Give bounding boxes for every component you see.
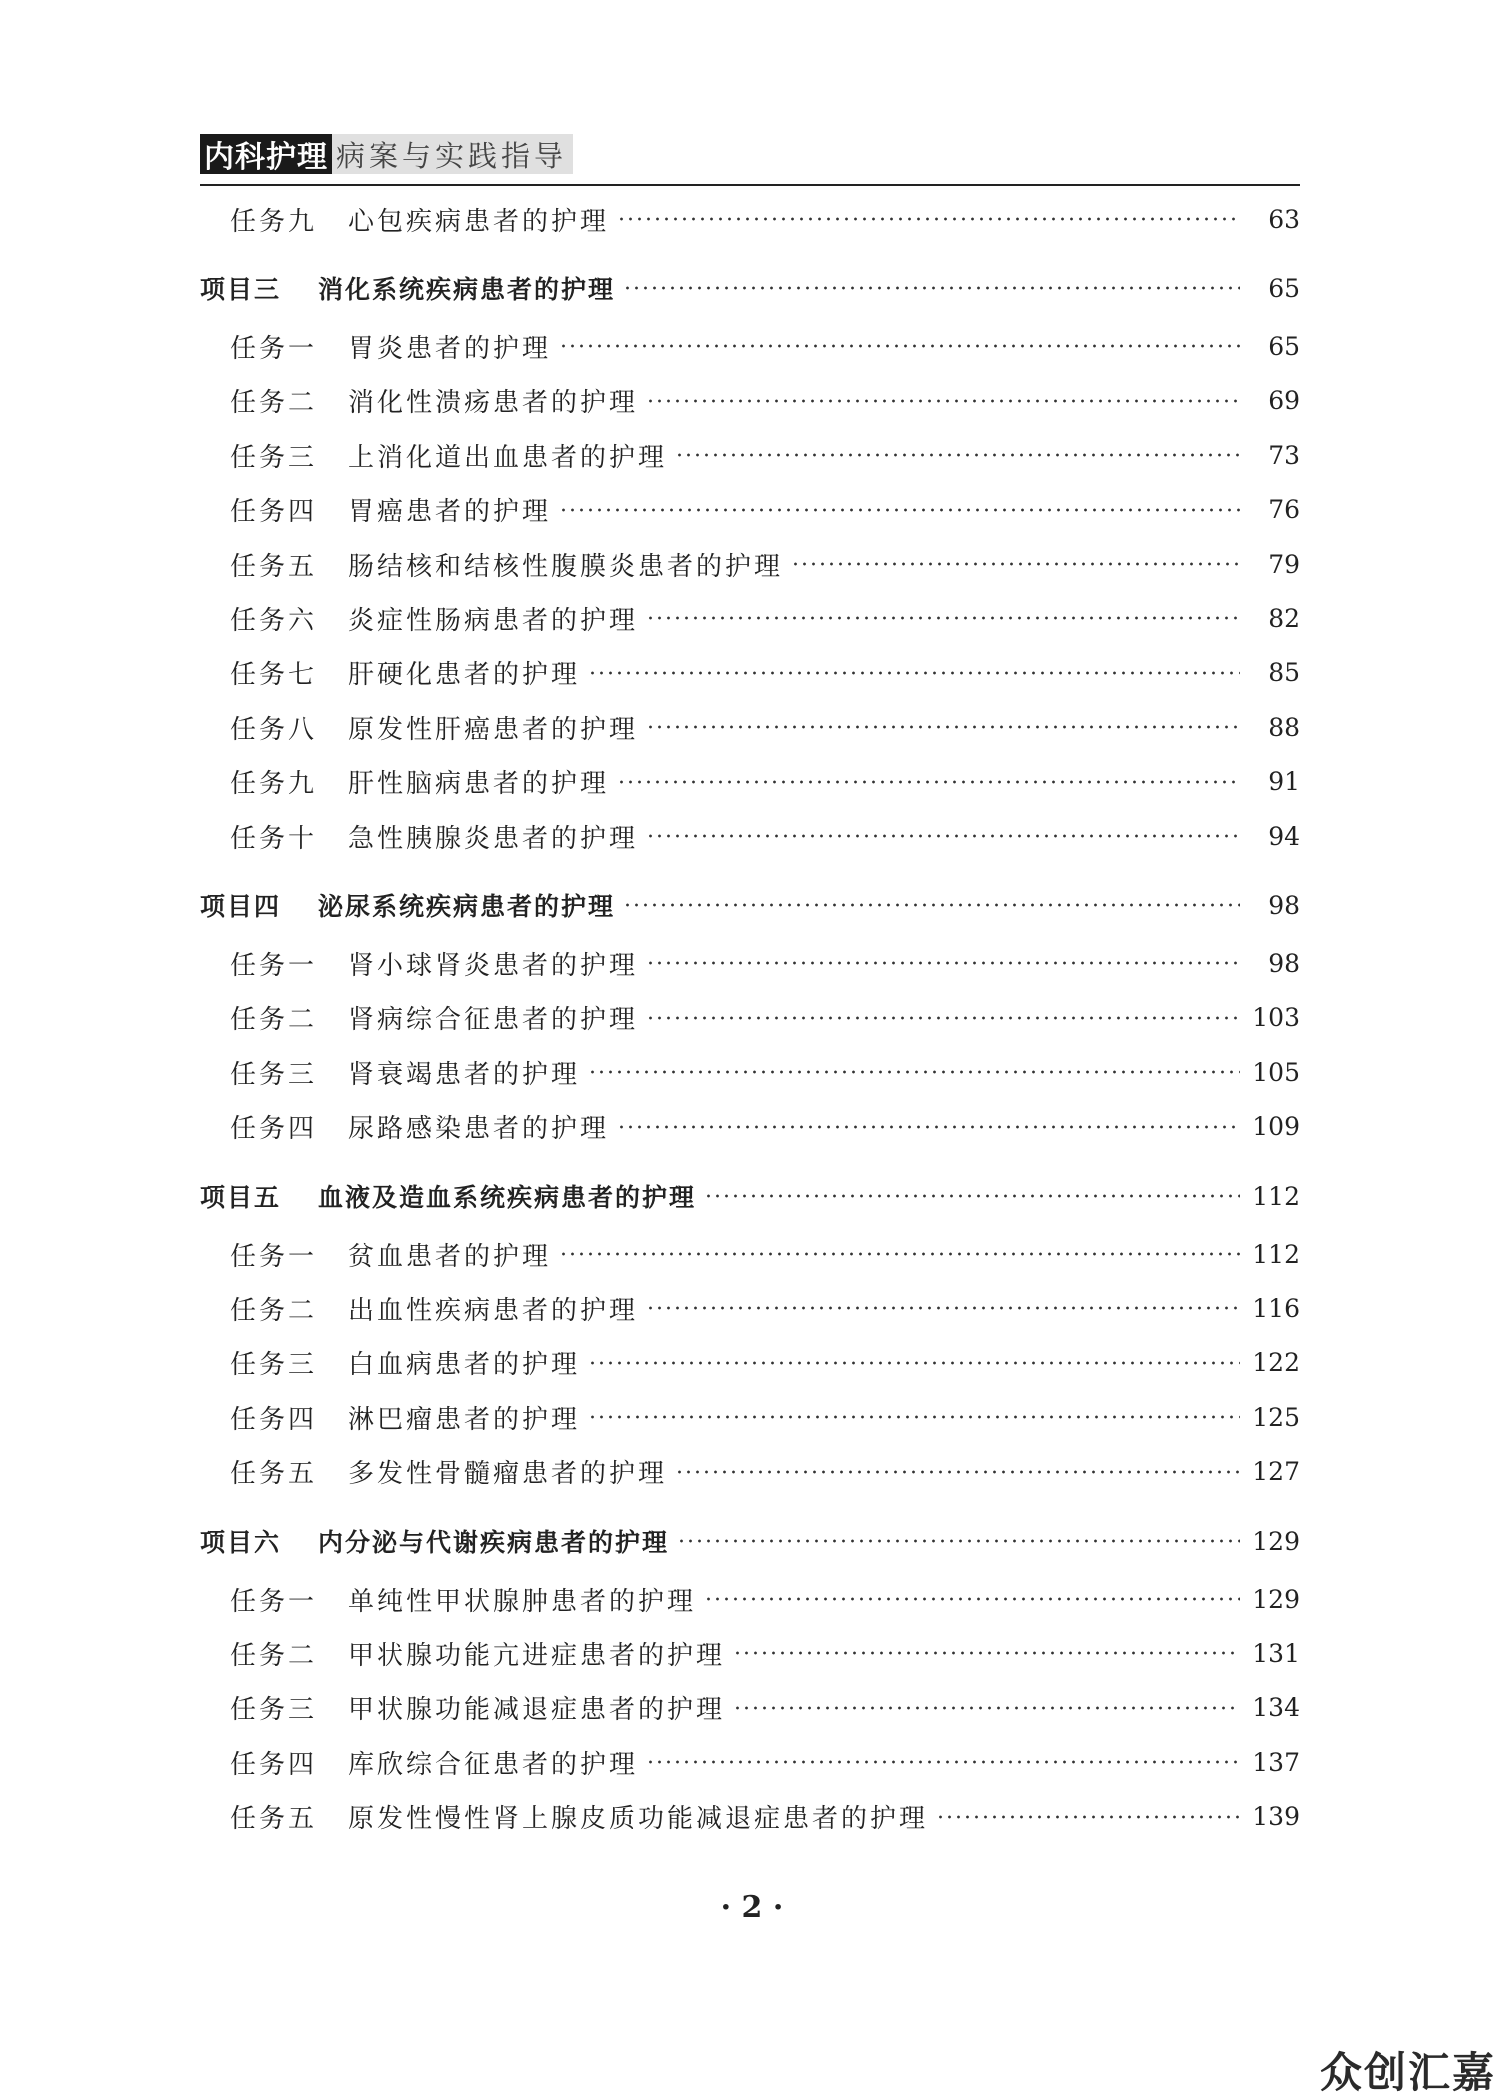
toc-entry-number: 任务四 [230, 497, 318, 528]
toc-task-entry[interactable] [200, 1049, 1300, 1095]
toc-entry-number: 任务三 [230, 1695, 318, 1726]
toc-entry-title: 贫血患者的护理 [348, 1241, 552, 1272]
toc-entry-title: 胃癌患者的护理 [348, 497, 552, 528]
toc-entry-number: 任务三 [230, 442, 318, 473]
toc-entry-number: 任务四 [230, 1114, 318, 1145]
toc-entry-number: 任务七 [230, 660, 318, 691]
toc-leader-dots [588, 1361, 1240, 1365]
toc-entry-number: 任务三 [230, 1059, 318, 1090]
toc-entry-page: 129 [1252, 1584, 1300, 1614]
toc-entry-page: 125 [1252, 1402, 1300, 1432]
toc-entry-title: 多发性骨髓瘤患者的护理 [348, 1459, 668, 1490]
toc-task-entry[interactable] [200, 196, 1300, 242]
header-book-title: 内科护理 [200, 134, 332, 174]
toc-entry-label [200, 654, 580, 691]
toc-task-entry[interactable] [200, 1739, 1300, 1785]
toc-task-entry[interactable] [200, 759, 1300, 805]
toc-entry-label [200, 1290, 638, 1327]
toc-entry-label [200, 1798, 928, 1835]
toc-entry-page: 98 [1268, 948, 1300, 978]
toc-entry-title: 甲状腺功能减退症患者的护理 [348, 1695, 726, 1726]
toc-task-entry[interactable] [200, 432, 1300, 478]
toc-entry-title: 库欣综合征患者的护理 [348, 1749, 639, 1780]
toc-entry-page: 69 [1268, 386, 1300, 416]
toc-entry-label [200, 709, 638, 746]
toc-task-entry[interactable] [200, 378, 1300, 424]
toc-task-entry[interactable] [200, 1576, 1300, 1622]
toc-leader-dots [559, 344, 1240, 348]
toc-entry-label [200, 818, 638, 855]
toc-entry-label [200, 1523, 669, 1559]
toc-entry-title: 肠结核和结核性腹膜炎患者的护理 [348, 551, 784, 582]
toc-entry-number: 任务二 [230, 388, 318, 419]
toc-task-entry[interactable] [200, 813, 1300, 859]
toc-entry-number: 项目六 [200, 1528, 282, 1557]
toc-entry-number: 任务四 [230, 1749, 318, 1780]
watermark-logo: 众创汇嘉 [1319, 2048, 1496, 2097]
toc-leader-dots [617, 217, 1240, 221]
toc-entry-page: 65 [1268, 273, 1300, 303]
toc-entry-title: 心包疾病患者的护理 [348, 206, 610, 237]
header-rule [200, 184, 1300, 186]
toc-task-entry[interactable] [200, 704, 1300, 750]
toc-entry-number: 任务一 [230, 1586, 318, 1617]
toc-entry-page: 112 [1252, 1181, 1300, 1211]
toc-entry-title: 血液及造血系统疾病患者的护理 [318, 1183, 697, 1212]
toc-entry-label [200, 887, 615, 923]
toc-leader-dots [646, 1306, 1240, 1310]
toc-entry-label [200, 201, 609, 238]
toc-entry-title: 肝性脑病患者的护理 [348, 769, 610, 800]
toc-entry-label [200, 382, 638, 419]
toc-entry-number: 任务五 [230, 1804, 318, 1835]
toc-entry-title: 消化性溃疡患者的护理 [348, 388, 639, 419]
toc-entry-page: 131 [1252, 1638, 1300, 1668]
toc-entry-label [200, 1744, 638, 1781]
toc-entry-number: 任务一 [230, 333, 318, 364]
toc-leader-dots [623, 903, 1240, 907]
toc-entry-number: 任务五 [230, 1459, 318, 1490]
toc-task-entry[interactable] [200, 1231, 1300, 1277]
toc-entry-label [200, 1689, 725, 1726]
toc-entry-label [200, 1236, 551, 1273]
toc-task-entry[interactable] [200, 940, 1300, 986]
toc-entry-label [200, 763, 609, 800]
toc-entry-title: 肾衰竭患者的护理 [348, 1059, 581, 1090]
toc-entry-title: 消化系统疾病患者的护理 [318, 275, 616, 305]
toc-leader-dots [588, 671, 1240, 675]
toc-entry-page: 139 [1252, 1802, 1300, 1832]
toc-project-entry[interactable] [200, 1173, 1300, 1219]
toc-task-entry[interactable] [200, 541, 1300, 587]
toc-entry-label [200, 1399, 580, 1436]
toc-entry-label [200, 600, 638, 637]
toc-entry-title: 甲状腺功能亢进症患者的护理 [348, 1640, 726, 1671]
toc-leader-dots [559, 508, 1240, 512]
toc-leader-dots [791, 562, 1240, 566]
toc-leader-dots [646, 1016, 1240, 1020]
toc-leader-dots [936, 1815, 1240, 1819]
toc-entry-label [200, 546, 783, 583]
toc-entry-page: 76 [1268, 495, 1300, 525]
toc-leader-dots [733, 1706, 1240, 1710]
toc-entry-page: 134 [1252, 1693, 1300, 1723]
toc-entry-number: 任务二 [230, 1005, 318, 1036]
toc-entry-number: 任务二 [230, 1640, 318, 1671]
toc-entry-number: 项目五 [200, 1183, 282, 1212]
toc-task-entry[interactable] [200, 323, 1300, 369]
toc-entry-page: 85 [1268, 658, 1300, 688]
toc-entry-page: 79 [1268, 549, 1300, 579]
toc-entry-title: 肾小球肾炎患者的护理 [348, 950, 639, 981]
toc-task-entry[interactable] [200, 1104, 1300, 1150]
toc-entry-label [200, 999, 638, 1036]
toc-leader-dots [646, 834, 1240, 838]
toc-leader-dots [617, 780, 1240, 784]
toc-entry-page: 63 [1268, 204, 1300, 234]
toc-entry-label [200, 1453, 667, 1490]
toc-entry-number: 任务三 [230, 1350, 318, 1381]
toc-leader-dots [704, 1194, 1240, 1198]
toc-entry-label [200, 328, 551, 365]
toc-task-entry[interactable] [200, 995, 1300, 1041]
toc-task-entry[interactable] [200, 1685, 1300, 1731]
toc-leader-dots [588, 1070, 1240, 1074]
toc-task-entry[interactable] [200, 595, 1300, 641]
toc-entry-page: 112 [1252, 1239, 1300, 1269]
toc-entry-page: 91 [1268, 767, 1300, 797]
toc-entry-page: 127 [1252, 1457, 1300, 1487]
toc-entry-page: 122 [1252, 1348, 1300, 1378]
toc-leader-dots [646, 399, 1240, 403]
toc-leader-dots [675, 1470, 1240, 1474]
toc-entry-number: 项目三 [200, 275, 282, 305]
toc-entry-number: 任务六 [230, 605, 318, 636]
toc-entry-label [200, 945, 638, 982]
toc-leader-dots [704, 1597, 1240, 1601]
toc-entry-number: 任务二 [230, 1295, 318, 1326]
toc-entry-page: 129 [1252, 1526, 1300, 1556]
toc-entry-page: 94 [1268, 821, 1300, 851]
toc-entry-label [200, 1108, 609, 1145]
toc-leader-dots [675, 453, 1240, 457]
toc-entry-number: 任务一 [230, 950, 318, 981]
toc-entry-title: 肝硬化患者的护理 [348, 660, 581, 691]
toc-entry-label [200, 437, 667, 474]
toc-entry-title: 单纯性甲状腺肿患者的护理 [348, 1586, 697, 1617]
toc-entry-title: 白血病患者的护理 [348, 1350, 581, 1381]
page-number: · 2 · [720, 1890, 784, 1925]
toc-project-entry[interactable] [200, 1518, 1300, 1564]
toc-entry-page: 103 [1252, 1003, 1300, 1033]
toc-entry-title: 急性胰腺炎患者的护理 [348, 823, 639, 854]
toc-entry-label [200, 1581, 696, 1618]
toc-entry-title: 尿路感染患者的护理 [348, 1114, 610, 1145]
toc-leader-dots [646, 1760, 1240, 1764]
toc-entry-title: 上消化道出血患者的护理 [348, 442, 668, 473]
toc-entry-page: 116 [1252, 1293, 1300, 1323]
toc-entry-page: 65 [1268, 331, 1300, 361]
toc-entry-title: 内分泌与代谢疾病患者的护理 [318, 1528, 670, 1557]
toc-project-entry[interactable] [200, 882, 1300, 928]
toc-entry-title: 淋巴瘤患者的护理 [348, 1404, 581, 1435]
toc-entry-page: 109 [1252, 1112, 1300, 1142]
toc-entry-label [200, 1054, 580, 1091]
toc-task-entry[interactable] [200, 1285, 1300, 1331]
toc-entry-number: 任务五 [230, 551, 318, 582]
toc-entry-page: 105 [1252, 1057, 1300, 1087]
toc-entry-title: 胃炎患者的护理 [348, 333, 552, 364]
toc-entry-number: 任务十 [230, 823, 318, 854]
toc-entry-title: 出血性疾病患者的护理 [348, 1295, 639, 1326]
toc-entry-label [200, 1635, 725, 1672]
toc-leader-dots [623, 286, 1240, 290]
toc-entry-page: 88 [1268, 712, 1300, 742]
toc-leader-dots [646, 725, 1240, 729]
toc-task-entry[interactable] [200, 1394, 1300, 1440]
running-header [200, 134, 573, 174]
toc-task-entry[interactable] [200, 487, 1300, 533]
toc-entry-title: 炎症性肠病患者的护理 [348, 605, 639, 636]
toc-entry-label [200, 1178, 696, 1214]
toc-entry-label [200, 270, 615, 306]
toc-leader-dots [677, 1539, 1240, 1543]
toc-entry-number: 任务九 [230, 206, 318, 237]
toc-project-entry[interactable] [200, 265, 1300, 311]
toc-task-entry[interactable] [200, 1340, 1300, 1386]
toc-entry-label [200, 1344, 580, 1381]
toc-entry-label [200, 491, 551, 528]
toc-entry-number: 项目四 [200, 892, 282, 922]
toc-entry-title: 原发性慢性肾上腺皮质功能减退症患者的护理 [348, 1804, 929, 1835]
toc-leader-dots [559, 1252, 1240, 1256]
toc-task-entry[interactable] [200, 1794, 1300, 1840]
toc-leader-dots [646, 961, 1240, 965]
toc-entry-number: 任务一 [230, 1241, 318, 1272]
toc-entry-page: 98 [1268, 890, 1300, 920]
toc-entry-title: 原发性肝癌患者的护理 [348, 714, 639, 745]
toc-entry-title: 肾病综合征患者的护理 [348, 1005, 639, 1036]
toc-task-entry[interactable] [200, 650, 1300, 696]
toc-entry-title: 泌尿系统疾病患者的护理 [318, 892, 616, 922]
toc-leader-dots [733, 1651, 1240, 1655]
header-book-subtitle: 病案与实践指导 [332, 134, 573, 174]
toc-entry-page: 73 [1268, 440, 1300, 470]
toc-entry-number: 任务八 [230, 714, 318, 745]
toc-leader-dots [617, 1125, 1240, 1129]
toc-entry-number: 任务四 [230, 1404, 318, 1435]
toc-entry-page: 82 [1268, 603, 1300, 633]
toc-entry-number: 任务九 [230, 769, 318, 800]
toc-entry-page: 137 [1252, 1747, 1300, 1777]
toc-leader-dots [646, 616, 1240, 620]
toc-task-entry[interactable] [200, 1449, 1300, 1495]
toc-leader-dots [588, 1415, 1240, 1419]
toc-task-entry[interactable] [200, 1630, 1300, 1676]
